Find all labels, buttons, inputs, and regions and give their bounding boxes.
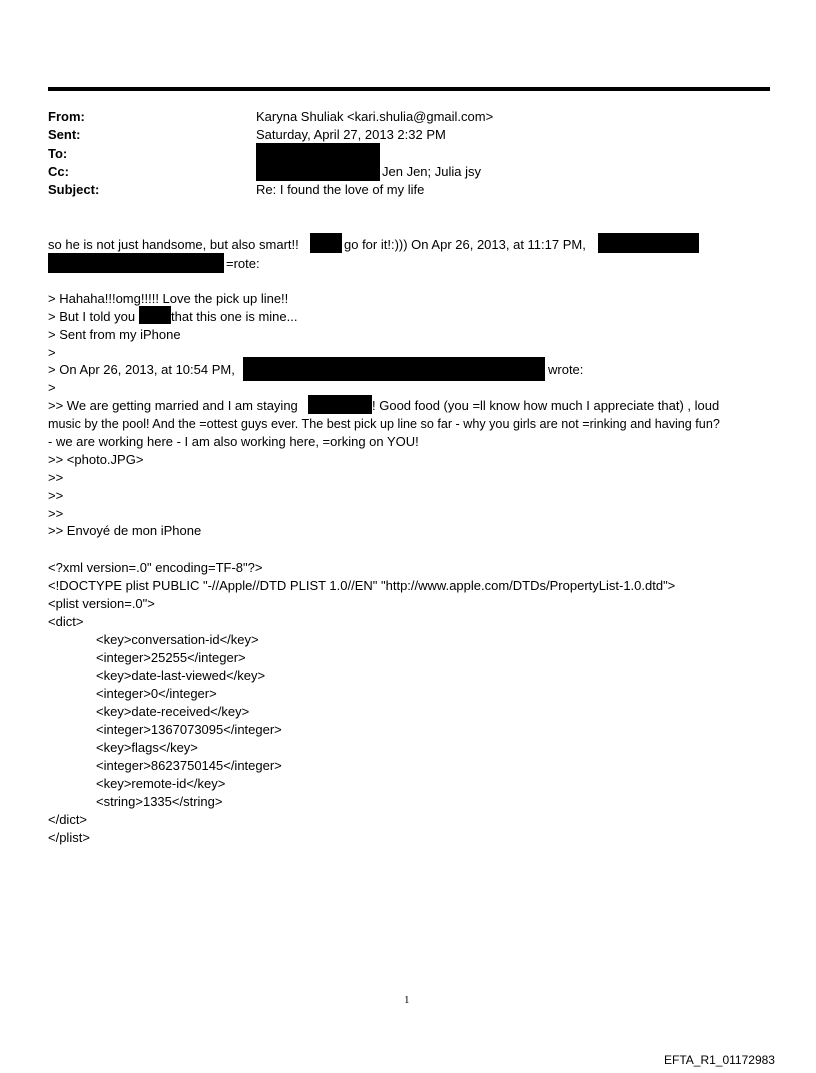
body-line: wrote: [548,362,584,377]
redaction-box [308,395,372,414]
redaction-box [139,306,171,324]
body-line: > [48,345,56,360]
redaction-box [310,233,342,253]
body-line: - we are working here - I am also working here, =orking on YOU! [48,434,419,449]
cc-label: Cc: [48,164,69,179]
bates-number: EFTA_R1_01172983 [664,1053,775,1067]
from-label: From: [48,109,85,124]
xml-line: <integer>25255</integer> [96,650,246,665]
to-label: To: [48,146,68,161]
xml-line: </plist> [48,830,90,845]
body-line: >> We are getting married and I am staying [48,398,298,413]
body-line: > Hahaha!!!omg!!!!! Love the pick up line!! [48,291,289,306]
xml-line: <key>date-received</key> [96,704,250,719]
xml-line: <key>date-last-viewed</key> [96,668,266,683]
xml-line: <dict> [48,614,84,629]
redaction-box [256,143,380,181]
xml-line: <key>conversation-id</key> [96,632,259,647]
subject-label: Subject: [48,182,100,197]
xml-line: <plist version=.0"> [48,596,155,611]
xml-line: <key>flags</key> [96,740,198,755]
body-line: > Sent from my iPhone [48,327,181,342]
body-line: >> Envoyé de mon iPhone [48,523,202,538]
xml-line: <integer>8623750145</integer> [96,758,282,773]
body-line: music by the pool! And the =ottest guys ever. The best pick up line so far - why you girls are not =rinking and having fun? [48,417,720,431]
xml-line: <integer>1367073095</integer> [96,722,282,737]
xml-line: <!DOCTYPE plist PUBLIC "-//Apple//DTD PLIST 1.0//EN" "http://www.apple.com/DTDs/PropertyList-1.0.dtd"> [48,578,676,593]
body-line: >> [48,470,64,485]
body-line: >> [48,488,64,503]
sent-label: Sent: [48,127,81,142]
redaction-box [48,253,224,273]
xml-line: <string>1335</string> [96,794,223,809]
sent-value: Saturday, April 27, 2013 2:32 PM [256,127,446,142]
page-number: 1 [404,994,410,1006]
body-line: > But I told you [48,309,136,324]
redaction-box [243,357,545,381]
body-line: go for it!:))) On Apr 26, 2013, at 11:17 PM, [344,237,586,252]
body-line: ! Good food (you =ll know how much I appreciate that) , loud [372,398,720,413]
subject-value: Re: I found the love of my life [256,182,425,197]
xml-line: <key>remote-id</key> [96,776,226,791]
body-line: =rote: [226,256,260,271]
xml-line: </dict> [48,812,88,827]
header-rule [48,87,770,91]
cc-value: Jen Jen; Julia jsy [382,164,481,179]
body-line: >> <photo.JPG> [48,452,144,467]
xml-line: <integer>0</integer> [96,686,217,701]
body-line: so he is not just handsome, but also smart!! [48,237,299,252]
body-line: that this one is mine... [171,309,298,324]
from-value: Karyna Shuliak <kari.shulia@gmail.com> [256,109,494,124]
xml-line: <?xml version=.0" encoding=TF-8"?> [48,560,263,575]
body-line: >> [48,506,64,521]
body-line: > On Apr 26, 2013, at 10:54 PM, [48,362,235,377]
redaction-box [598,233,699,253]
body-line: > [48,380,56,395]
